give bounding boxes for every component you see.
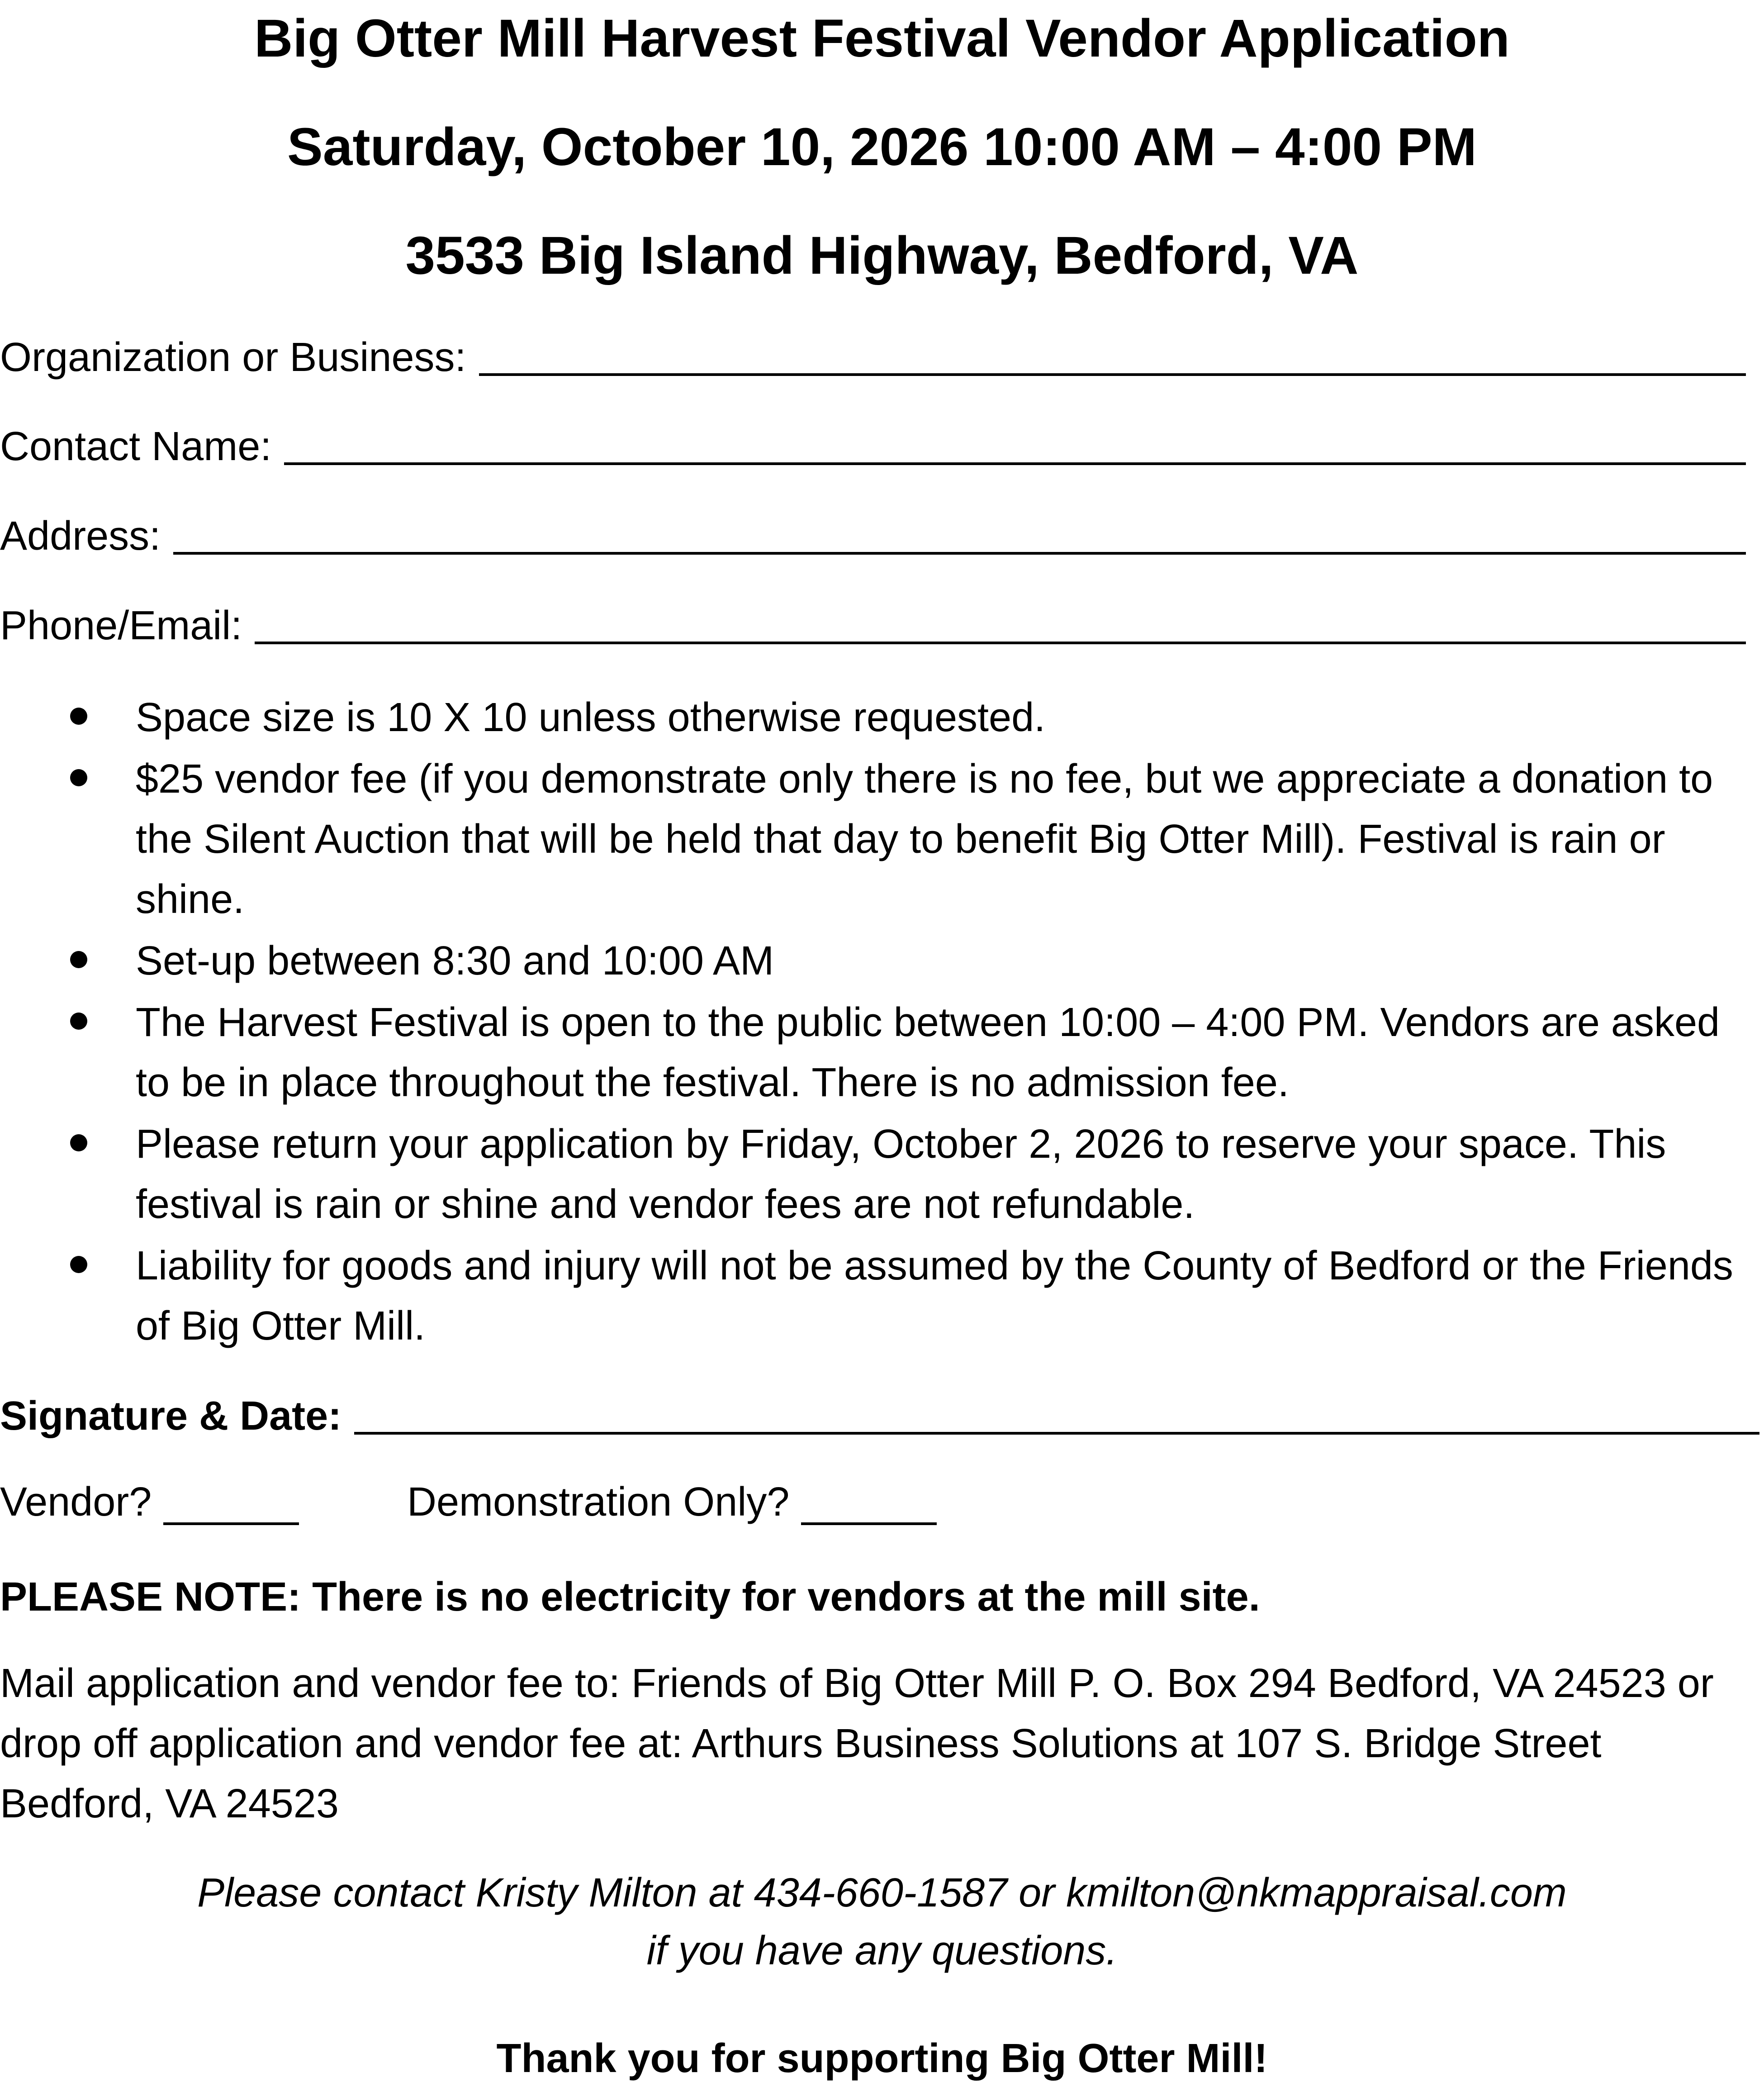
event-address: 3533 Big Island Highway, Bedford, VA — [405, 226, 1359, 285]
bullet-icon — [70, 1256, 87, 1273]
organization-row — [0, 328, 1746, 382]
signature-label: Signature & Date: — [0, 1393, 342, 1439]
mailing-instructions: Mail application and vendor fee to: Friends of Big Otter Mill P. O. Box 294 Bedford, VA 24523 or drop off application and vendor fee at: Arthurs Business Solutions at 107 S. Bridge Street Bedford, VA 24523 — [0, 1661, 1714, 1826]
contact-name-row — [0, 417, 1746, 471]
contact-line-2: if you have any questions. — [646, 1928, 1118, 1973]
contact-name-field[interactable] — [284, 459, 1746, 465]
demonstration-label: Demonstration Only? — [407, 1479, 790, 1525]
phone-email-row — [0, 596, 1746, 651]
list-item-text: The Harvest Festival is open to the public between 10:00 – 4:00 PM. Vendors are asked to be in place throughout the festival. There is no admission fee. — [136, 1000, 1720, 1105]
bullet-icon — [70, 708, 87, 725]
bullet-icon — [70, 1013, 87, 1030]
bullet-icon — [70, 951, 87, 968]
contact-name-label: Contact Name: — [0, 424, 272, 469]
address-label: Address: — [0, 513, 161, 559]
contact-info — [0, 1864, 1764, 1980]
list-item — [0, 749, 1746, 930]
vendor-terms-list — [0, 688, 1746, 1358]
address-row — [0, 507, 1746, 561]
signature-row — [0, 1387, 1759, 1441]
bullet-icon — [70, 769, 87, 786]
form-title: Big Otter Mill Harvest Festival Vendor Application — [254, 9, 1510, 68]
list-item-text: Space size is 10 X 10 unless otherwise requested. — [136, 695, 1046, 740]
address-field[interactable] — [173, 548, 1746, 555]
event-date-time: Saturday, October 10, 2026 10:00 AM – 4:00 PM — [287, 117, 1477, 177]
list-item-text: $25 vendor fee (if you demonstrate only there is no fee, but we appreciate a donation to the Silent Auction that will be held that day to benefit Big Otter Mill). Festival is rain or shine. — [136, 756, 1713, 922]
list-item — [0, 1114, 1746, 1235]
phone-email-label: Phone/Email: — [0, 603, 242, 648]
list-item-text: Please return your application by Friday, October 2, 2026 to reserve your space. This festival is rain or shine and vendor fees are not refundable. — [136, 1122, 1666, 1227]
vendor-field[interactable] — [163, 1519, 299, 1525]
list-item — [0, 931, 1746, 991]
demonstration-field[interactable] — [801, 1519, 937, 1525]
list-item-text: Liability for goods and injury will not be assumed by the County of Bedford or the Friends of Big Otter Mill. — [136, 1243, 1733, 1349]
contact-line-1: Please contact Kristy Milton at 434-660-1587 or kmilton@nkmappraisal.com — [197, 1870, 1567, 1916]
list-item — [0, 688, 1746, 748]
organization-field[interactable] — [479, 370, 1746, 376]
demonstration-option — [407, 1477, 937, 1531]
list-item-text: Set-up between 8:30 and 10:00 AM — [136, 938, 774, 984]
list-item — [0, 993, 1746, 1113]
signature-field[interactable] — [354, 1428, 1759, 1435]
bullet-icon — [70, 1134, 87, 1151]
vendor-option — [0, 1477, 299, 1531]
organization-label: Organization or Business: — [0, 335, 466, 380]
electricity-note: PLEASE NOTE: There is no electricity for vendors at the mill site. — [0, 1574, 1260, 1620]
list-item — [0, 1236, 1746, 1356]
thank-you-message: Thank you for supporting Big Otter Mill! — [496, 2036, 1268, 2081]
phone-email-field[interactable] — [255, 638, 1746, 644]
vendor-label: Vendor? — [0, 1479, 152, 1525]
